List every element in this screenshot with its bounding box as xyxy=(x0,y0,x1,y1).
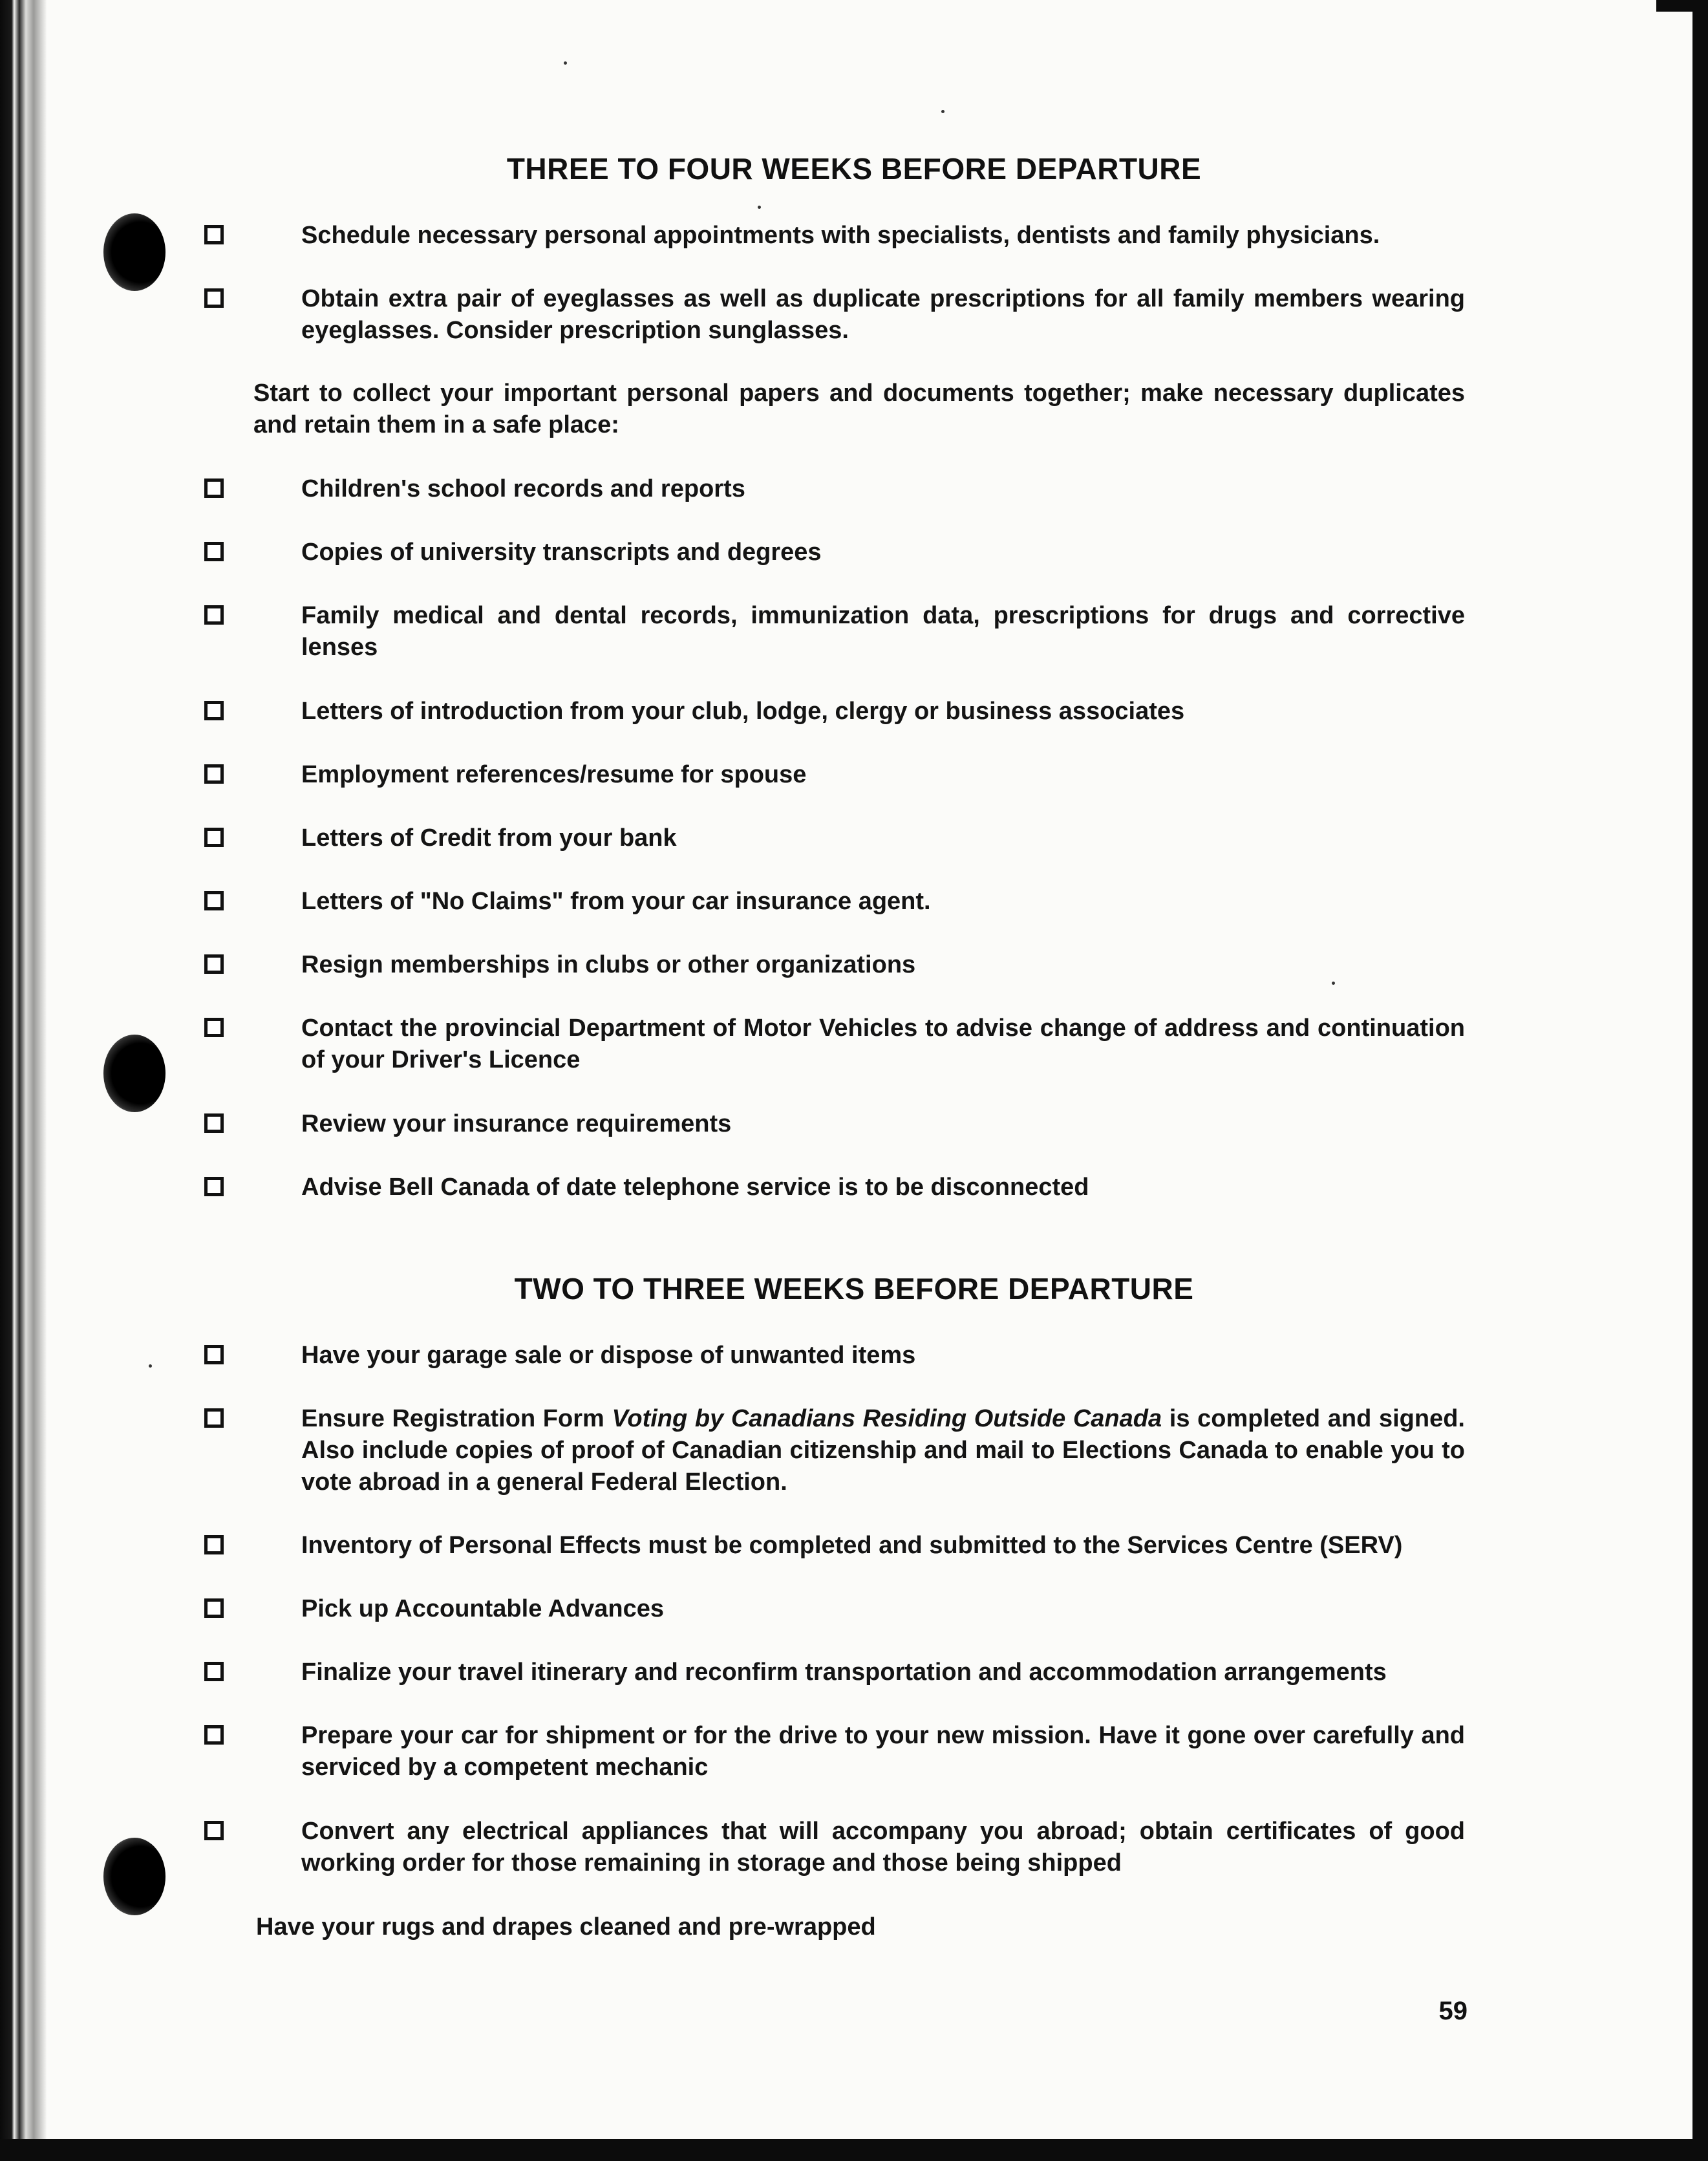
checkbox[interactable] xyxy=(204,1598,224,1618)
scan-speck xyxy=(149,1364,152,1368)
voting-form-title: Voting by Canadians Residing Outside Canada xyxy=(612,1405,1162,1432)
checkbox[interactable] xyxy=(204,701,224,720)
checklist-item-text: Advise Bell Canada of date telephone service is to be disconnected xyxy=(301,1174,1089,1201)
checklist-item-text: Children's school records and reports xyxy=(301,475,745,502)
checklist-item-text: Prepare your car for shipment or for the drive to your new mission. Have it gone over carefully and serviced by a competent mechanic xyxy=(301,1722,1465,1781)
checklist-item-text: Review your insurance requirements xyxy=(301,1110,732,1137)
checklist-item-text: Letters of Credit from your bank xyxy=(301,824,677,852)
checkbox[interactable] xyxy=(204,828,224,847)
section-heading-two-to-three-weeks: TWO TO THREE WEEKS BEFORE DEPARTURE xyxy=(514,1272,1194,1306)
checkbox[interactable] xyxy=(204,605,224,625)
checklist-item-text: Resign memberships in clubs or other organizations xyxy=(301,951,916,978)
checkbox[interactable] xyxy=(204,954,224,974)
checkbox[interactable] xyxy=(204,1408,224,1428)
scan-edge-left xyxy=(0,0,47,2161)
checklist-item-text: Schedule necessary personal appointments with specialists, dentists and family physicians. xyxy=(301,222,1380,249)
checkbox[interactable] xyxy=(204,1725,224,1745)
section-heading-three-to-four-weeks: THREE TO FOUR WEEKS BEFORE DEPARTURE xyxy=(506,152,1202,186)
checkbox[interactable] xyxy=(204,1018,224,1037)
checkbox[interactable] xyxy=(204,891,224,910)
page-number: 59 xyxy=(1438,1997,1468,2025)
checklist-item-text: Inventory of Personal Effects must be completed and submitted to the Services Centre (SERV) xyxy=(301,1532,1403,1559)
checkbox[interactable] xyxy=(204,1821,224,1840)
voting-text-after: is completed and signed. Also include copies of proof of Canadian citizenship and mail to Elections Canada to enable you to vote abroad in a general Federal Election. xyxy=(301,1405,1465,1496)
checkbox[interactable] xyxy=(204,1662,224,1681)
binder-hole-middle-icon xyxy=(103,1035,165,1112)
binder-hole-top-icon xyxy=(103,213,165,291)
documents-intro-paragraph: Start to collect your important personal papers and documents together; make necessary duplicates and retain them in a safe place: xyxy=(253,380,1465,438)
voting-text-before: Ensure Registration Form xyxy=(301,1405,612,1432)
scan-speck xyxy=(1332,982,1335,985)
checkbox[interactable] xyxy=(204,1345,224,1364)
checkbox[interactable] xyxy=(204,764,224,784)
scan-speck xyxy=(564,61,567,65)
checkbox[interactable] xyxy=(204,1535,224,1554)
scan-edge-bottom xyxy=(0,2139,1708,2161)
checklist-item-text: Pick up Accountable Advances xyxy=(301,1595,665,1622)
checklist-item-text: Convert any electrical appliances that will accompany you abroad; obtain certificates of good working order for those remaining in storage and those being shipped xyxy=(301,1818,1465,1876)
checkbox[interactable] xyxy=(204,288,224,308)
checklist-item-text: Letters of introduction from your club, lodge, clergy or business associates xyxy=(301,698,1185,725)
scan-edge-right xyxy=(1692,0,1708,2161)
checklist-item-text: Copies of university transcripts and degrees xyxy=(301,539,822,566)
checklist-item-text xyxy=(301,1403,1465,1498)
checkbox[interactable] xyxy=(204,1113,224,1133)
checkbox[interactable] xyxy=(204,478,224,498)
scan-speck xyxy=(941,110,945,113)
checkbox[interactable] xyxy=(204,225,224,244)
closing-line: Have your rugs and drapes cleaned and pre-wrapped xyxy=(256,1913,876,1941)
checklist-item-text: Family medical and dental records, immunization data, prescriptions for drugs and corrective lenses xyxy=(301,602,1465,661)
checklist-item-text: Obtain extra pair of eyeglasses as well as duplicate prescriptions for all family members wearing eyeglasses. Consider prescription sunglasses. xyxy=(301,285,1465,344)
scan-speck xyxy=(758,206,761,209)
scan-edge-top xyxy=(1656,0,1708,12)
checklist-item-text: Letters of "No Claims" from your car insurance agent. xyxy=(301,888,931,915)
checklist-item-text: Have your garage sale or dispose of unwanted items xyxy=(301,1342,916,1369)
checklist-item-text: Contact the provincial Department of Motor Vehicles to advise change of address and continuation of your Driver's Licence xyxy=(301,1015,1465,1073)
checkbox[interactable] xyxy=(204,542,224,561)
checkbox[interactable] xyxy=(204,1177,224,1196)
checklist-item-text: Finalize your travel itinerary and reconfirm transportation and accommodation arrangements xyxy=(301,1659,1387,1686)
binder-hole-bottom-icon xyxy=(103,1838,165,1915)
checklist-item-text: Employment references/resume for spouse xyxy=(301,761,807,788)
